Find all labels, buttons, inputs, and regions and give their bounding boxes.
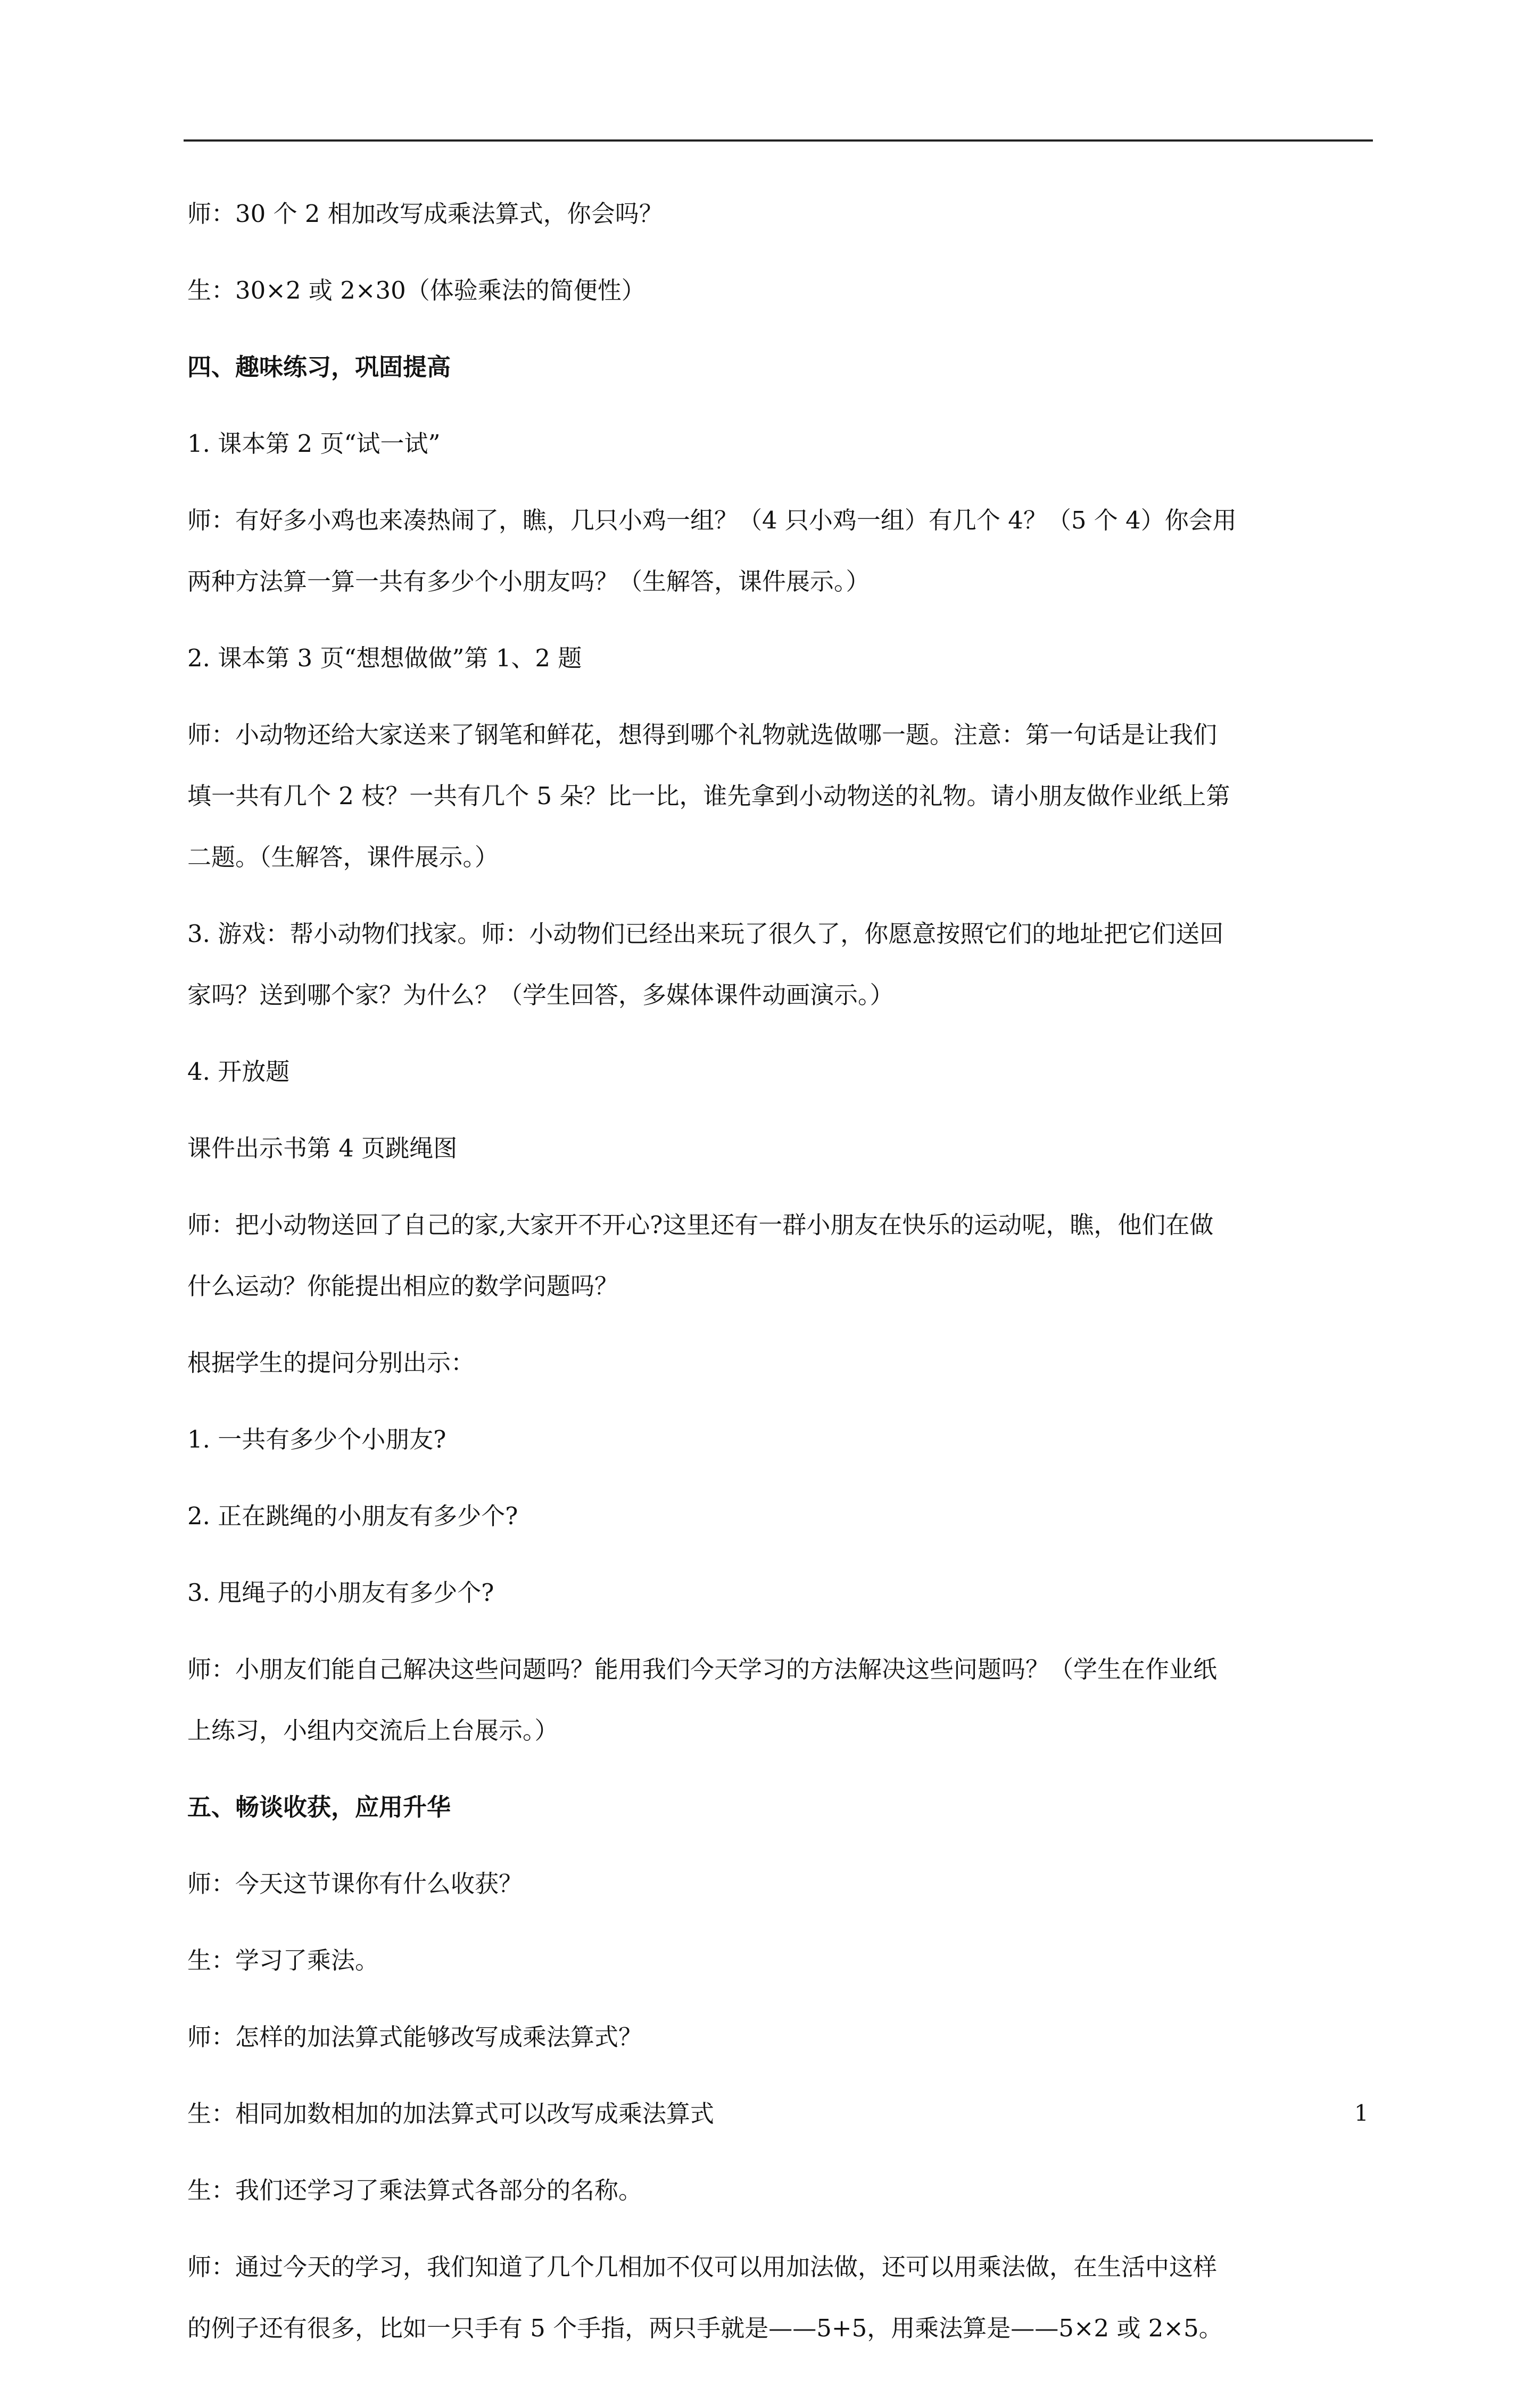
paragraph-line: 两种方法算一算一共有多少个小朋友吗？（生解答，课件展示。） [187,567,870,596]
paragraph-line: 的例子还有很多，比如一只手有 5 个手指，两只手就是——5+5，用乘法算是——5×2 或 2×5。 [187,2314,1223,2342]
paragraph-line: 什么运动？你能提出相应的数学问题吗？ [187,1272,619,1300]
header-rule [184,139,1373,142]
section-heading: 四、趣味练习，巩固提高 [187,353,451,381]
list-item: 2. 课本第 3 页“想想做做”第 1、2 题 [187,644,582,672]
paragraph-line: 家吗？送到哪个家？为什么？（学生回答，多媒体课件动画演示。） [187,981,894,1009]
page-number: 1 [1354,2100,1369,2126]
paragraph-line: 师：30 个 2 相加改写成乘法算式，你会吗？ [187,200,663,228]
paragraph-line: 上练习，小组内交流后上台展示。） [187,1716,559,1745]
paragraph-line: 师：有好多小鸡也来凑热闹了，瞧，几只小鸡一组？（4 只小鸡一组）有几个 4？（5 个 4）你会用 [187,506,1237,534]
paragraph-line: 生：我们还学习了乘法算式各部分的名称。 [187,2176,643,2204]
list-item: 4. 开放题 [187,1057,290,1086]
paragraph-line: 生：学习了乘法。 [187,1946,379,1974]
paragraph-line: 填一共有几个 2 枝？一共有几个 5 朵？比一比，谁先拿到小动物送的礼物。请小朋友做作业纸上第 [187,782,1230,810]
paragraph-line: 生：30×2 或 2×30（体验乘法的简便性） [187,276,645,304]
section-heading: 五、畅谈收获，应用升华 [187,1793,451,1821]
paragraph-line: 师：今天这节课你有什么收获？ [187,1870,523,1898]
paragraph-line: 根据学生的提问分别出示： [187,1349,475,1377]
paragraph-line: 二题。（生解答，课件展示。） [187,843,499,871]
paragraph-line: 生：相同加数相加的加法算式可以改写成乘法算式 [187,2100,715,2128]
paragraph-line: 师：小动物还给大家送来了钢笔和鲜花，想得到哪个礼物就选做哪一题。注意：第一句话是让我们 [187,721,1218,749]
list-item: 2. 正在跳绳的小朋友有多少个? [187,1502,518,1530]
list-item: 3. 甩绳子的小朋友有多少个? [187,1579,494,1607]
list-item: 3. 游戏：帮小动物们找家。师：小动物们已经出来玩了很久了，你愿意按照它们的地址把它们送回 [187,920,1224,948]
paragraph-line: 课件出示书第 4 页跳绳图 [187,1134,458,1162]
list-item: 1. 课本第 2 页“试一试” [187,429,441,458]
paragraph-line: 师：小朋友们能自己解决这些问题吗？能用我们今天学习的方法解决这些问题吗？（学生在作业纸 [187,1655,1218,1683]
paragraph-line: 师：通过今天的学习，我们知道了几个几相加不仅可以用加法做，还可以用乘法做，在生活中这样 [187,2253,1218,2281]
list-item: 1. 一共有多少个小朋友? [187,1425,446,1453]
document-body [187,197,1371,2388]
paragraph-line: 师：把小动物送回了自己的家,大家开不开心?这里还有一群小朋友在快乐的运动呢，瞧，他们在做 [187,1211,1214,1239]
paragraph-line: 师：怎样的加法算式能够改写成乘法算式？ [187,2023,643,2051]
